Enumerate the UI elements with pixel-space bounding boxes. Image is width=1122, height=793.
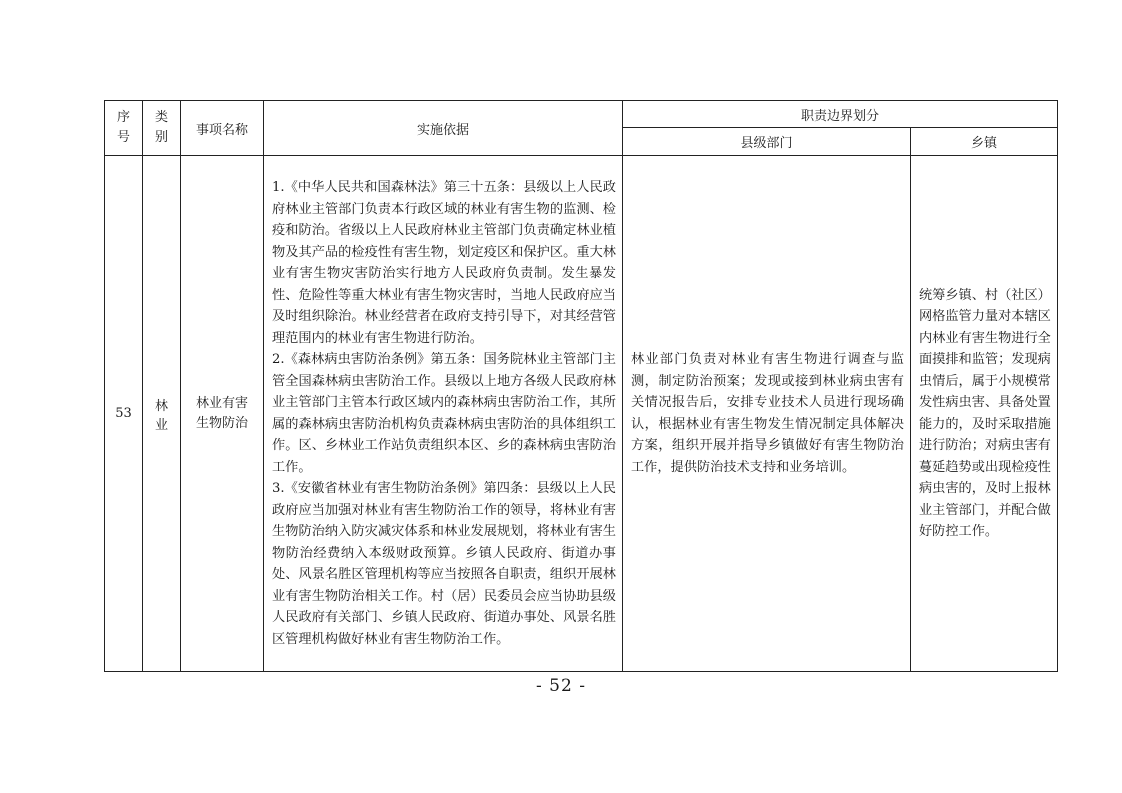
header-category: 类别 [143,101,181,156]
row-number: 53 [105,156,143,672]
basis-clause-3: 3.《安徽省林业有害生物防治条例》第四条：县级以上人民政府应当加强对林业有害生物防治工作的领导，将林业有害生物防治纳入防灾减灾体系和林业发展规划，将林业有害生物防治经费纳入本级财政预算。乡镇人民政府、街道办事处、风景名胜区管理机构等应当按照各自职责，组织开展林业有害生物防治相关工作。村（居）民委员会应当协助县级人民政府有关部门、乡镇人民政府、街道办事处、风景名胜区管理机构做好林业有害生物防治工作。 [272,481,616,647]
page-number: - 52 - [536,676,586,696]
table-row [105,156,1058,672]
row-basis [264,156,623,672]
header-county-dept: 县级部门 [623,128,911,156]
header-basis: 实施依据 [264,101,623,156]
row-county-dept: 林业部门负责对林业有害生物进行调查与监测，制定防治预案；发现或接到林业病虫害有关情况报告后，安排专业技术人员进行现场确认，根据林业有害生物发生情况制定具体解决方案，组织开展并指导乡镇做好有害生物防治工作，提供防治技术支持和业务培训。 [623,156,911,672]
responsibility-table [104,100,1058,672]
header-responsibility: 职责边界划分 [623,101,1058,128]
row-township: 统筹乡镇、村（社区）网格监管力量对本辖区内林业有害生物进行全面摸排和监管；发现病虫情后，属于小规模常发性病虫害、具备处置能力的，及时采取措施进行防治；对病虫害有蔓延趋势或出现检疫性病虫害的，及时上报林业主管部门，并配合做好防控工作。 [911,156,1058,672]
basis-clause-2: 2.《森林病虫害防治条例》第五条：国务院林业主管部门主管全国森林病虫害防治工作。县级以上地方各级人民政府林业主管部门主管本行政区域内的森林病虫害防治工作，其所属的森林病虫害防治机构负责森林病虫害防治的具体组织工作。区、乡林业工作站负责组织本区、乡的森林病虫害防治工作。 [272,352,616,475]
basis-clause-1: 1.《中华人民共和国森林法》第三十五条：县级以上人民政府林业主管部门负责本行政区域的林业有害生物的监测、检疫和防治。省级以上人民政府林业主管部门负责确定林业植物及其产品的检疫性有害生物，划定疫区和保护区。重大林业有害生物灾害防治实行地方人民政府负责制。发生暴发性、危险性等重大林业有害生物灾害时，当地人民政府应当及时组织除治。林业经营者在政府支持引导下，对其经营管理范围内的林业有害生物进行防治。 [272,180,616,346]
row-item-name: 林业有害生物防治 [181,156,264,672]
header-number: 序号 [105,101,143,156]
header-township: 乡镇 [911,128,1058,156]
header-item-name: 事项名称 [181,101,264,156]
row-category: 林业 [143,156,181,672]
